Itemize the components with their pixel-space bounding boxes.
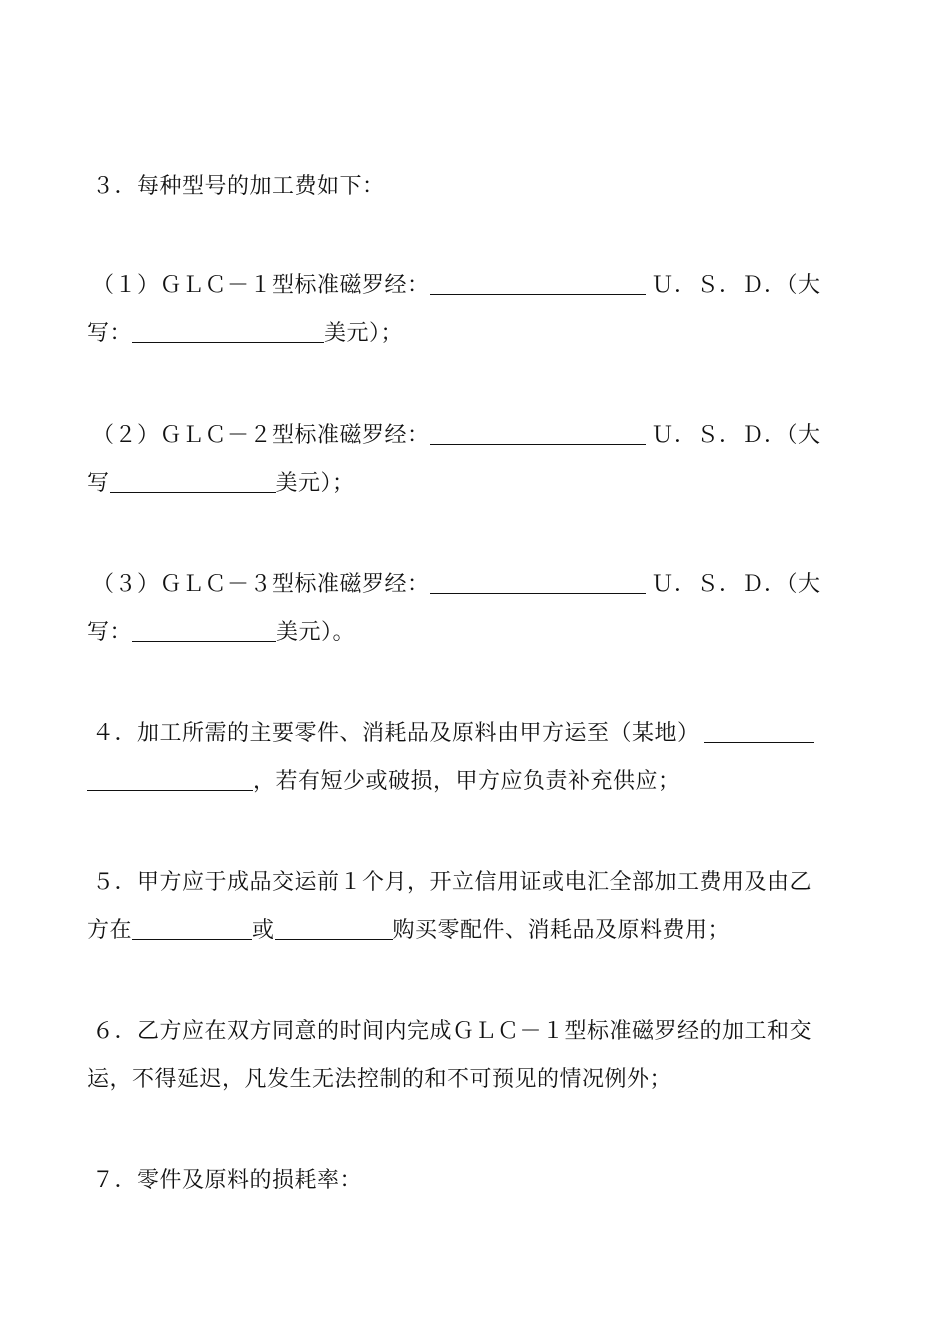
clause-3-3-prefix: （３）ＧＬＣ－３型标准磁罗经：	[92, 572, 430, 597]
clause-3-1-usd: Ｕ．Ｓ．Ｄ．（大	[651, 273, 821, 298]
clause-6-line2: 运，不得延迟，凡发生无法控制的和不可预见的情况例外；	[87, 1067, 673, 1092]
destination-blank-b[interactable]	[87, 768, 253, 791]
clause-4	[87, 710, 862, 806]
clause-3-3-line1	[87, 561, 862, 609]
clause-3-3-line2-suffix: 美元）。	[276, 620, 356, 645]
purchase-place-blank-a[interactable]	[132, 917, 252, 940]
clause-5-line2	[87, 907, 862, 955]
clause-3-2-usd: Ｕ．Ｓ．Ｄ．（大	[651, 423, 821, 448]
clause-3	[87, 163, 862, 211]
clause-3-1	[87, 262, 862, 358]
clause-3-2-line2	[87, 460, 862, 508]
purchase-place-blank-b[interactable]	[275, 917, 393, 940]
clause-7-text: ７．零件及原料的损耗率：	[92, 1168, 363, 1193]
clause-5-line2-prefix: 方在	[87, 918, 133, 943]
clause-6	[87, 1008, 862, 1104]
clause-4-line1	[87, 710, 862, 758]
clause-3-1-line2-suffix: 美元）；	[324, 321, 404, 346]
amount-words-blank-2[interactable]	[110, 470, 276, 493]
clause-3-2-prefix: （２）ＧＬＣ－２型标准磁罗经：	[92, 423, 430, 448]
clause-4-line1-text: ４．加工所需的主要零件、消耗品及原料由甲方运至（某地）	[92, 721, 700, 746]
clause-4-line2	[87, 758, 862, 806]
clause-5	[87, 859, 862, 955]
clause-3-1-line2	[87, 310, 862, 358]
clause-5-line2-suffix: 购买零配件、消耗品及原料费用；	[392, 918, 731, 943]
clause-4-line2-suffix: ，若有短少或破损，甲方应负责补充供应；	[253, 769, 681, 794]
clause-3-2-line2-suffix: 美元）；	[275, 471, 355, 496]
clause-3-1-prefix: （１）ＧＬＣ－１型标准磁罗经：	[92, 273, 430, 298]
clause-6-line1: ６．乙方应在双方同意的时间内完成ＧＬＣ－１型标准磁罗经的加工和交	[92, 1019, 813, 1044]
clause-3-3-line2-prefix: 写：	[87, 620, 133, 645]
clause-5-line2-mid: 或	[252, 918, 275, 943]
fee-blank-2[interactable]	[430, 422, 646, 445]
amount-words-blank-3[interactable]	[132, 619, 276, 642]
clause-7	[87, 1157, 862, 1205]
destination-blank-a[interactable]	[704, 720, 814, 743]
clause-3-text: ３．每种型号的加工费如下：	[92, 174, 385, 199]
clause-3-2-line1	[87, 412, 862, 460]
clause-3-3	[87, 561, 862, 657]
clause-3-2	[87, 412, 862, 508]
clause-5-line1: ５．甲方应于成品交运前１个月，开立信用证或电汇全部加工费用及由乙	[92, 870, 813, 895]
clause-3-3-usd: Ｕ．Ｓ．Ｄ．（大	[651, 572, 821, 597]
fee-blank-3[interactable]	[430, 571, 646, 594]
clause-3-3-line2	[87, 609, 862, 657]
fee-blank-1[interactable]	[430, 272, 646, 295]
clause-3-1-line1	[87, 262, 862, 310]
amount-words-blank-1[interactable]	[132, 320, 324, 343]
clause-3-2-line2-prefix: 写	[87, 471, 110, 496]
clause-3-1-line2-prefix: 写：	[87, 321, 133, 346]
